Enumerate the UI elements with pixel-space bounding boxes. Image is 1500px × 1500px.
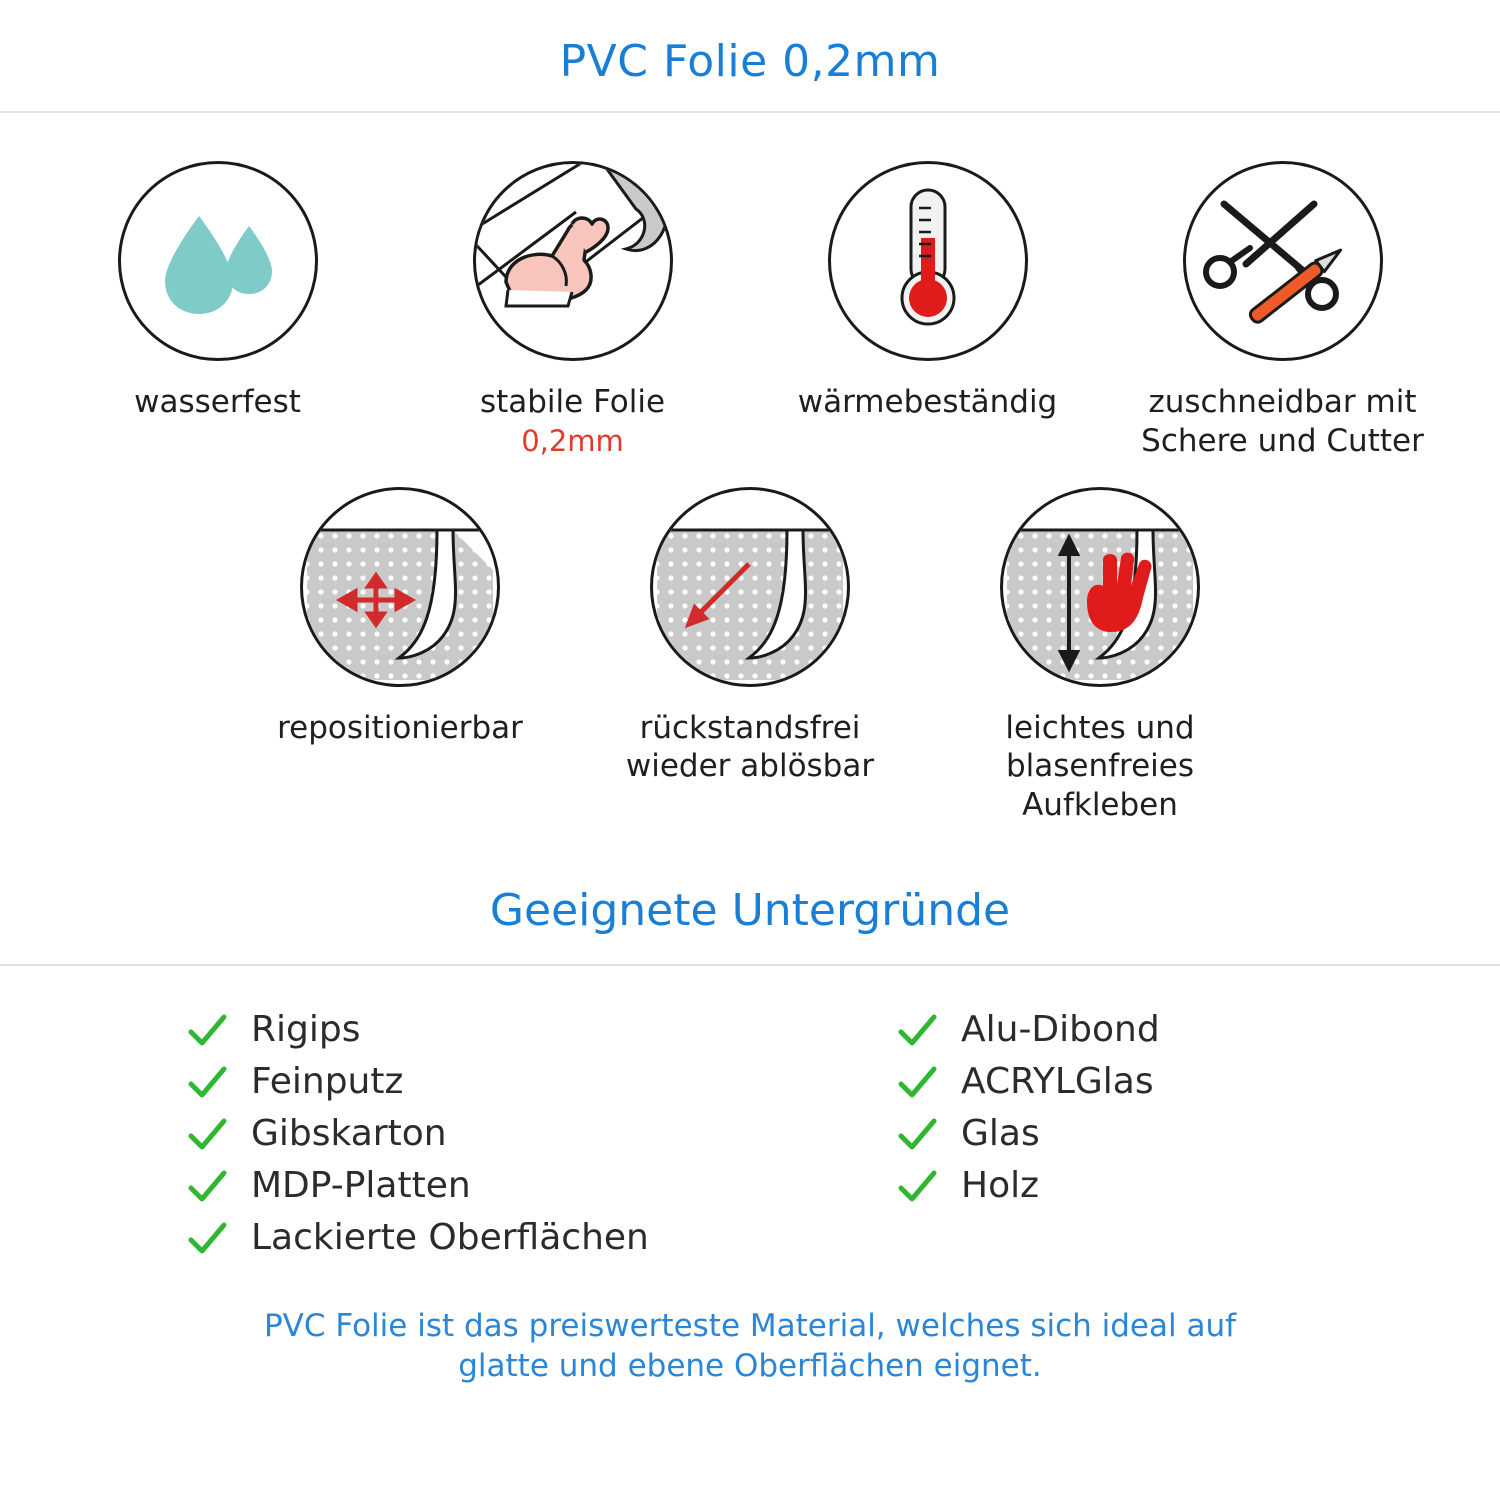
feature-label: rückstandsfrei wieder ablösbar <box>625 709 875 785</box>
feature-label: stabile Folie <box>479 384 666 420</box>
features-top-row <box>0 113 1500 463</box>
check-icon <box>895 1060 939 1104</box>
scissors-cutter-icon <box>1183 161 1383 361</box>
feature-sublabel: 0,2mm <box>521 423 624 458</box>
list-item <box>185 1060 805 1104</box>
hand-smoothing-icon <box>1000 487 1200 687</box>
list-item <box>895 1164 1315 1208</box>
feature-zuschneidbar <box>1105 161 1460 463</box>
reposition-arrows-icon <box>300 487 500 687</box>
list-item-label: Glas <box>961 1112 1040 1154</box>
check-icon <box>185 1008 229 1052</box>
feature-label: wärmebeständig <box>797 384 1058 420</box>
feature-label: repositionierbar <box>277 709 523 746</box>
page-title: PVC Folie 0,2mm <box>559 36 941 87</box>
feature-stabile-folie <box>395 161 750 458</box>
list-item-label: Feinputz <box>251 1060 404 1102</box>
list-item-label: Rigips <box>251 1008 361 1050</box>
footnote-line-2: glatte und ebene Oberflächen eignet. <box>458 1348 1042 1385</box>
substrates-column-right <box>895 1008 1315 1260</box>
footnote <box>140 1260 1360 1387</box>
feature-waermebestaendig <box>750 161 1105 424</box>
list-item-label: ACRYLGlas <box>961 1060 1154 1102</box>
list-item-label: Gibskarton <box>251 1112 447 1154</box>
feature-blasenfreies-aufkleben <box>925 487 1275 825</box>
section-title-untergruende: Geeignete Untergründe <box>489 884 1011 936</box>
check-icon <box>895 1008 939 1052</box>
check-icon <box>895 1112 939 1156</box>
list-item-label: Holz <box>961 1164 1039 1206</box>
list-item <box>185 1164 805 1208</box>
list-item <box>895 1060 1315 1104</box>
peel-off-arrow-icon <box>650 487 850 687</box>
thermometer-icon <box>828 161 1028 361</box>
list-item <box>895 1008 1315 1052</box>
list-item-label: Lackierte Oberflächen <box>251 1216 649 1258</box>
list-item <box>185 1112 805 1156</box>
list-item-label: Alu-Dibond <box>961 1008 1160 1050</box>
check-icon <box>185 1216 229 1260</box>
list-item <box>895 1112 1315 1156</box>
substrates-lists <box>0 966 1500 1260</box>
check-icon <box>185 1164 229 1208</box>
features-bottom-row <box>0 463 1500 825</box>
feature-wasserfest <box>40 161 395 424</box>
feature-label: zuschneidbar mit Schere und Cutter <box>1141 384 1424 459</box>
feature-rueckstandsfrei <box>575 487 925 787</box>
check-icon <box>185 1112 229 1156</box>
check-icon <box>895 1164 939 1208</box>
water-drops-icon <box>118 161 318 361</box>
feature-repositionierbar <box>225 487 575 748</box>
check-icon <box>185 1060 229 1104</box>
list-item <box>185 1008 805 1052</box>
list-item-label: MDP-Platten <box>251 1164 471 1206</box>
feature-label: wasserfest <box>134 384 301 420</box>
substrates-column-left <box>185 1008 805 1260</box>
strong-arm-film-icon <box>473 161 673 361</box>
feature-label: leichtes und blasenfreies Aufkleben <box>1005 709 1195 823</box>
list-item <box>185 1216 805 1260</box>
footnote-line-1: PVC Folie ist das preiswerteste Material, welches sich ideal auf <box>263 1307 1237 1344</box>
